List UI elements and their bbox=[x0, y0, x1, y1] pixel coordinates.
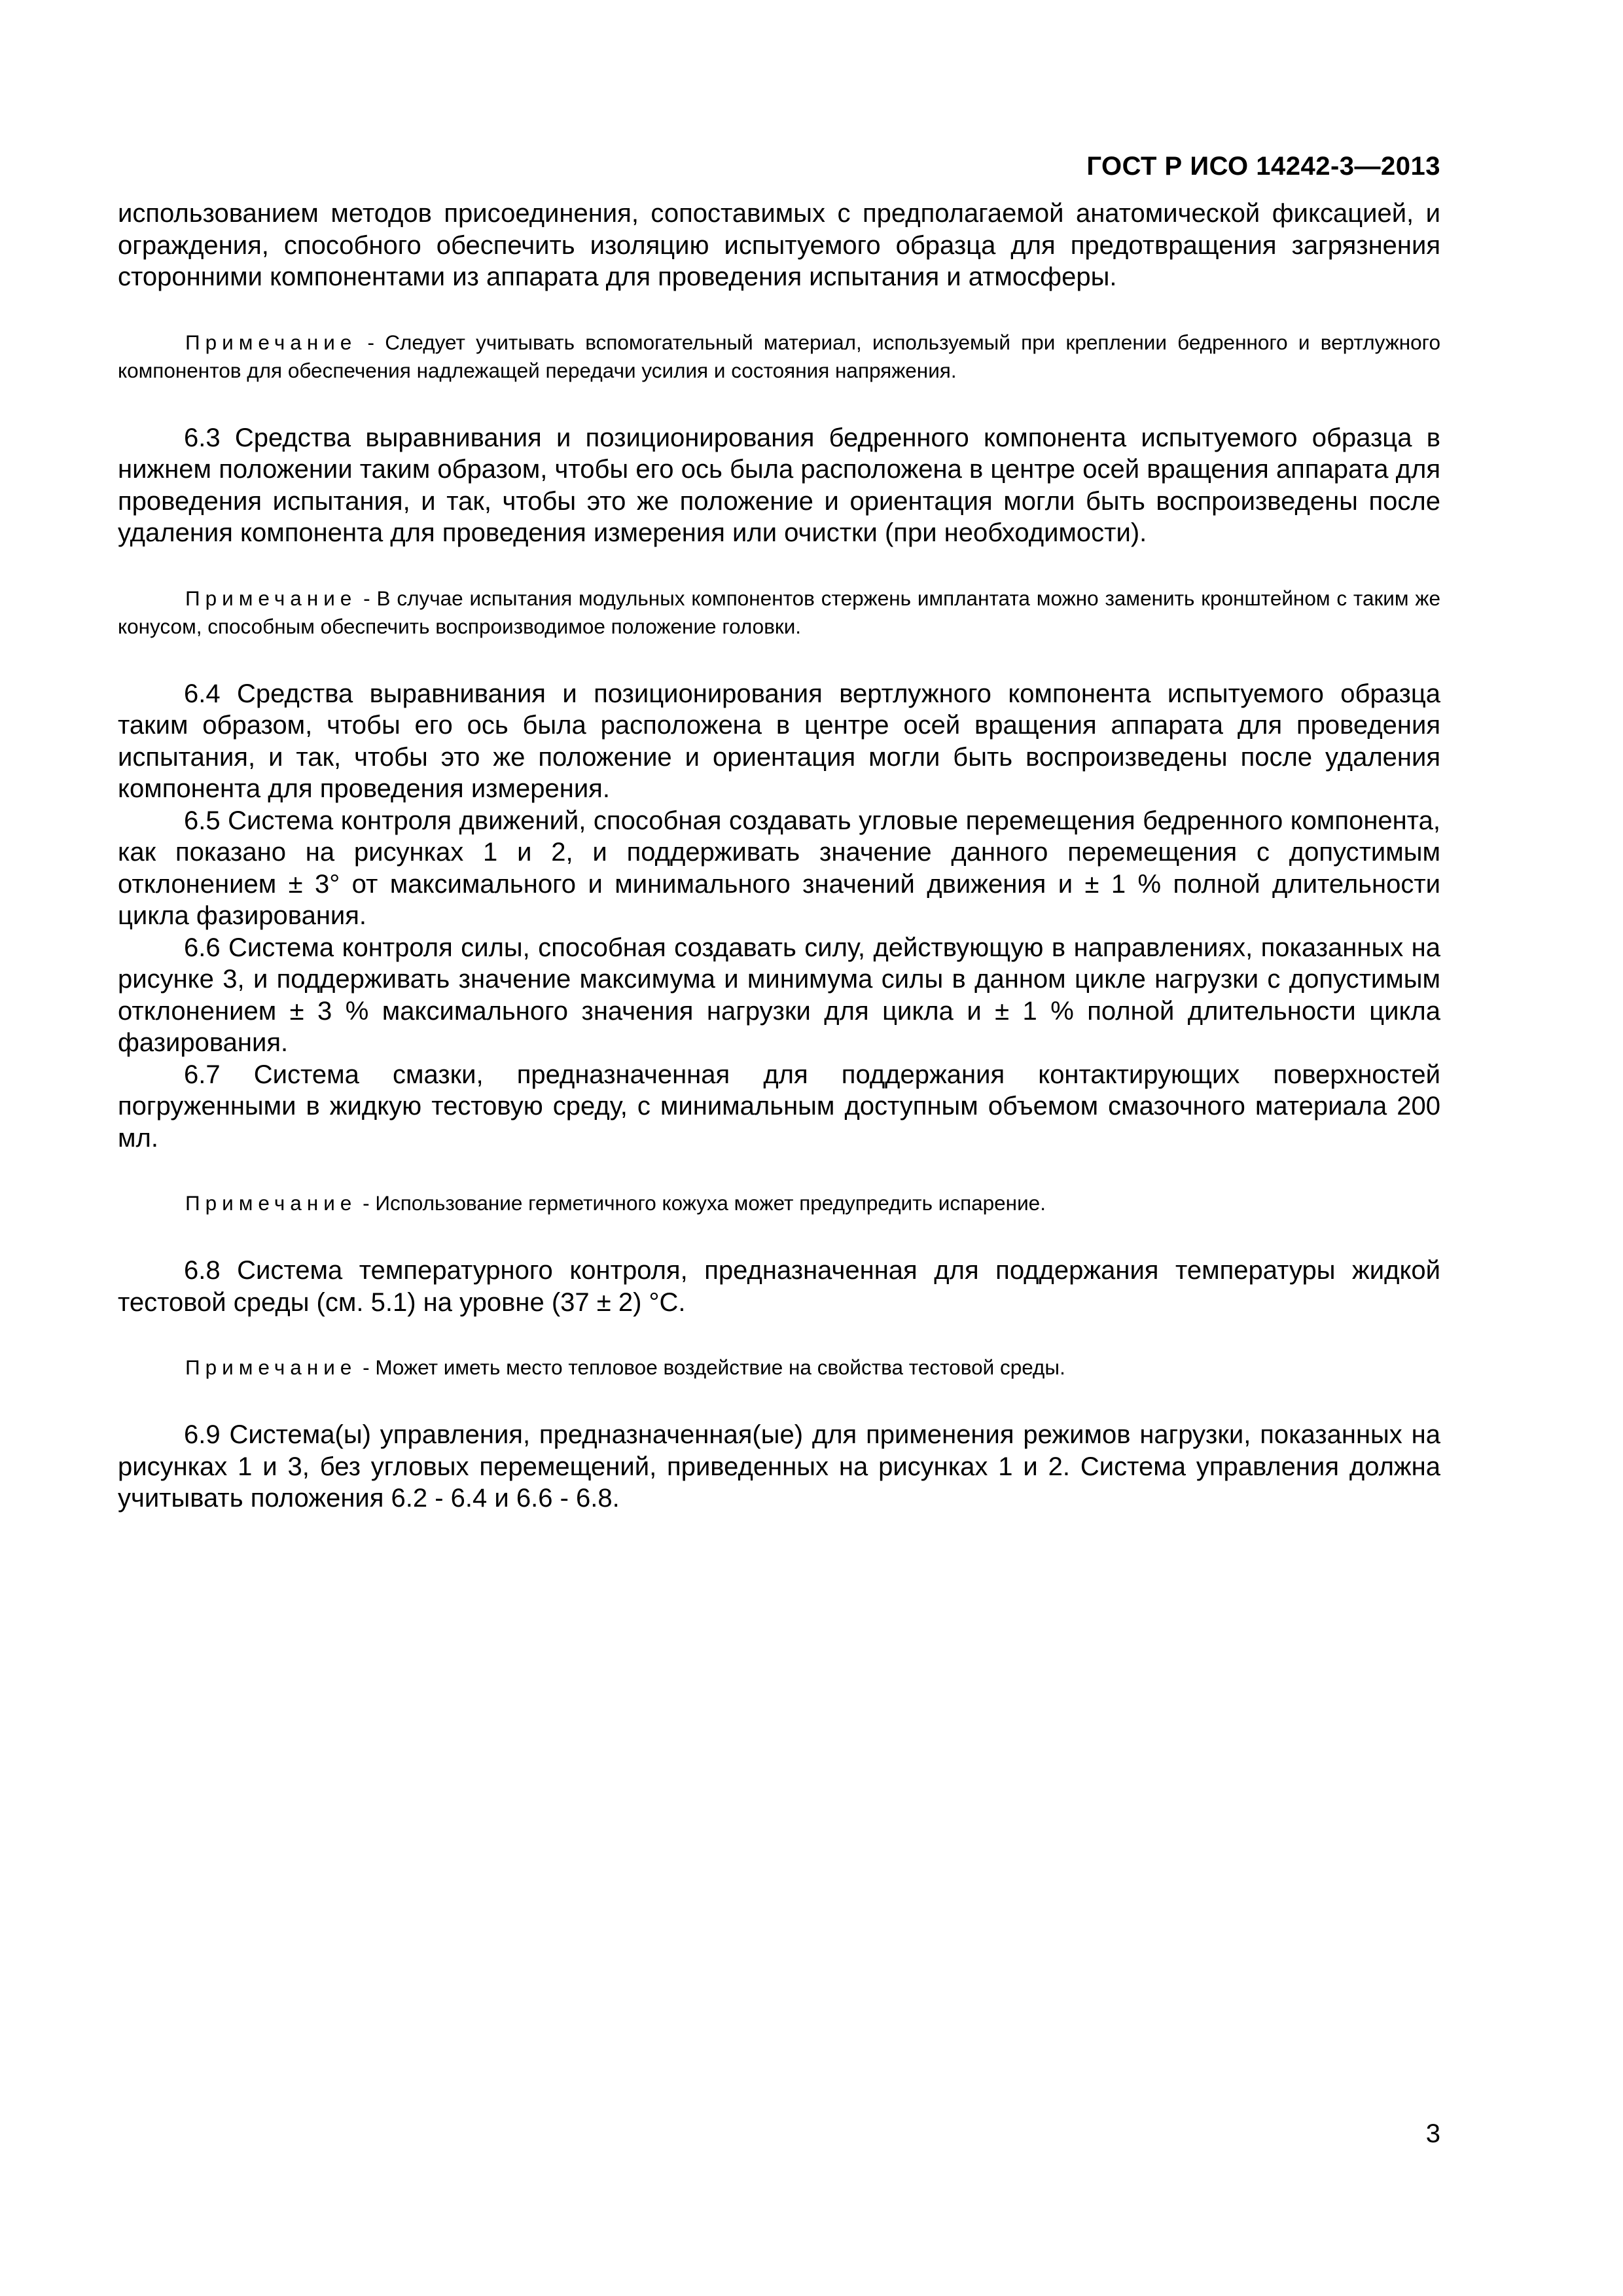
note-3 bbox=[118, 1189, 1440, 1217]
note-1 bbox=[118, 329, 1440, 385]
clause-6-7: 6.7 Система смазки, предназначенная для поддержания контактирующих поверхностей погруженными в жидкую тестовую среду, с минимальным доступным объемом смазочного материала 200 мл. bbox=[118, 1060, 1440, 1153]
note-text: - Следует учитывать вспомогательный материал, используемый при креплении бедренного и вертлужного компонентов для обеспечения надлежащей передачи усилия и состояния напряжения. bbox=[118, 330, 1440, 382]
clause-6-6: 6.6 Система контроля силы, способная создавать силу, действующую в направлениях, показанных на рисунке 3, и поддерживать значение максимума и минимума силы в данном цикле нагрузки с допустимым отклонением ± 3 % максимального значения нагрузки для цикла и ± 1 % полной длительности цикла фазирования. bbox=[118, 933, 1440, 1057]
clause-6-4: 6.4 Средства выравнивания и позиционирования вертлужного компонента испытуемого образца таким образом, чтобы его ось была расположена в центре осей вращения аппарата для проведения испытания, и так, чтобы это же положение и ориентация могли быть воспроизведены после удаления компонента для проведения измерения. bbox=[118, 679, 1440, 803]
clause-6-9: 6.9 Система(ы) управления, предназначенная(ые) для применения режимов нагрузки, показанных на рисунках 1 и 3, без угловых перемещений, приведенных на рисунках 1 и 2. Система управления должна учитывать положения 6.2 - 6.4 и 6.6 - 6.8. bbox=[118, 1420, 1440, 1513]
document-designation: ГОСТ Р ИСО 14242-3—2013 bbox=[1086, 152, 1440, 181]
clause-6-3: 6.3 Средства выравнивания и позиционирования бедренного компонента испытуемого образца в нижнем положении таким образом, чтобы его ось была расположена в центре осей вращения аппарата для проведения испытания, и так, чтобы это же положение и ориентация могли быть воспроизведены после удаления компонента для проведения измерения или очистки (при необходимости). bbox=[118, 423, 1440, 547]
note-4 bbox=[118, 1354, 1440, 1382]
note-label: Примечание bbox=[185, 1191, 357, 1215]
note-text: - Использование герметичного кожуха может предупредить испарение. bbox=[357, 1191, 1046, 1215]
continued-paragraph: использованием методов присоединения, сопоставимых с предполагаемой анатомической фиксацией, и ограждения, способного обеспечить изоляцию испытуемого образца для предотвращения загрязнения сторонними компонентами из аппарата для проведения испытания и атмосферы. bbox=[118, 199, 1440, 291]
document-body bbox=[118, 198, 1440, 1515]
clause-6-8: 6.8 Система температурного контроля, предназначенная для поддержания температуры жидкой тестовой среды (см. 5.1) на уровне (37 ± 2) °С. bbox=[118, 1256, 1440, 1317]
note-label: Примечание bbox=[185, 586, 357, 610]
page-number: 3 bbox=[1425, 2119, 1440, 2148]
clause-6-5: 6.5 Система контроля движений, способная создавать угловые перемещения бедренного компонента, как показано на рисунках 1 и 2, и поддерживать значение данного перемещения с допустимым отклонением ± 3° от максимального и минимального значений движения и ± 1 % полной длительности цикла фазирования. bbox=[118, 806, 1440, 930]
note-label: Примечание bbox=[185, 330, 357, 354]
note-2 bbox=[118, 584, 1440, 641]
note-label: Примечание bbox=[185, 1355, 357, 1379]
note-text: - Может иметь место тепловое воздействие на свойства тестовой среды. bbox=[357, 1355, 1065, 1379]
note-text: - В случае испытания модульных компонентов стержень имплантата можно заменить кронштейном с таким же конусом, способным обеспечить воспроизводимое положение головки. bbox=[118, 586, 1440, 638]
